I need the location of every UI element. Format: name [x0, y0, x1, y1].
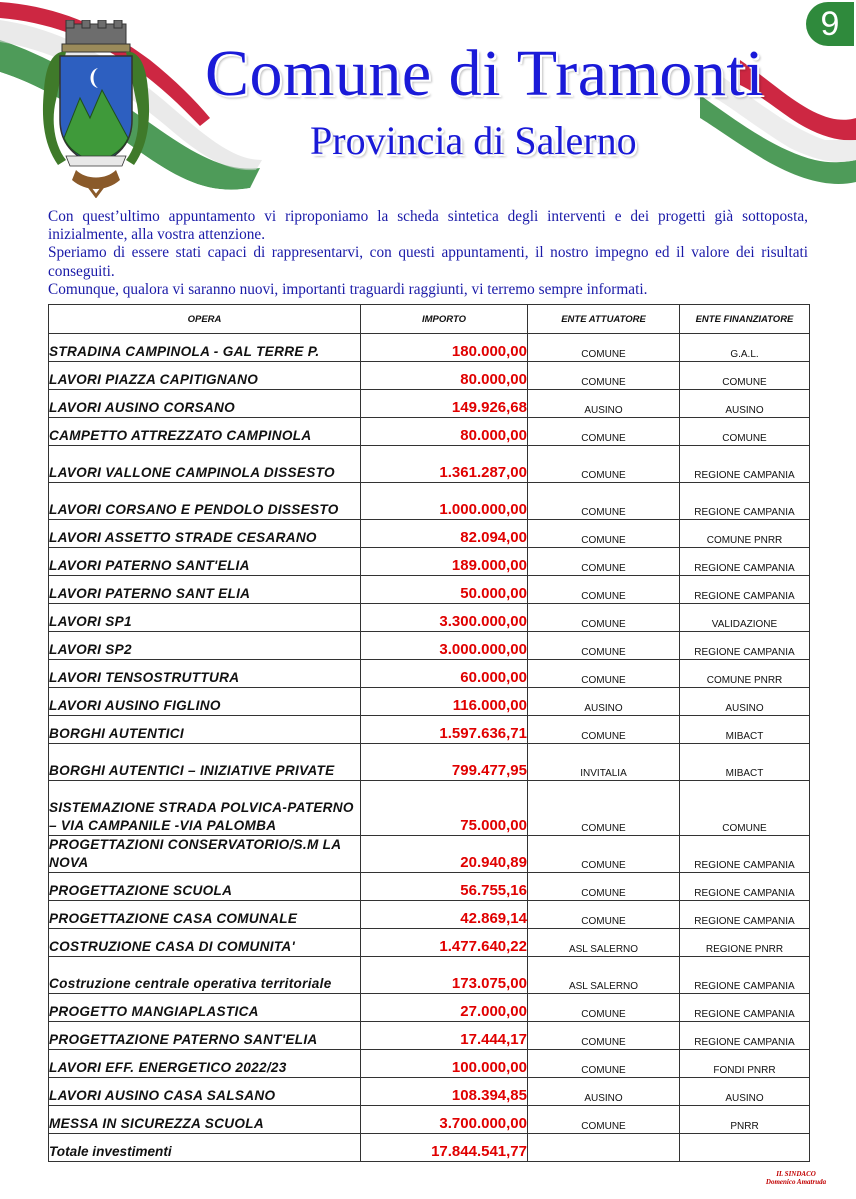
table-row	[49, 957, 810, 994]
table-row	[49, 688, 810, 716]
opera-cell: BORGHI AUTENTICI – INIZIATIVE PRIVATE	[49, 744, 361, 781]
table-row	[49, 781, 810, 836]
opera-cell: LAVORI AUSINO CORSANO	[49, 390, 361, 418]
page-title: Comune di Tramonti	[205, 37, 765, 110]
table-row	[49, 744, 810, 781]
ente-attuatore-cell: COMUNE	[528, 660, 680, 688]
ente-finanziatore-cell: FONDI PNRR	[680, 1050, 810, 1078]
importo-cell: 42.869,14	[361, 901, 528, 929]
ente-attuatore-cell: ASL SALERNO	[528, 929, 680, 957]
ente-finanziatore-cell: COMUNE	[680, 781, 810, 836]
ente-finanziatore-cell: REGIONE CAMPANIA	[680, 957, 810, 994]
ente-finanziatore-cell: COMUNE	[680, 362, 810, 390]
table-row	[49, 362, 810, 390]
ente-finanziatore-cell: AUSINO	[680, 390, 810, 418]
ente-finanziatore-cell: REGIONE CAMPANIA	[680, 994, 810, 1022]
ente-attuatore-cell: AUSINO	[528, 1078, 680, 1106]
table-row	[49, 836, 810, 873]
column-header-ente-attuatore: ENTE ATTUATORE	[528, 305, 680, 334]
opera-cell: LAVORI AUSINO CASA SALSANO	[49, 1078, 361, 1106]
opera-cell: LAVORI PATERNO SANT ELIA	[49, 576, 361, 604]
opera-cell: PROGETTO MANGIAPLASTICA	[49, 994, 361, 1022]
intro-paragraph: Con quest’ultimo appuntamento vi riproponiamo la scheda sintetica degli interventi e dei progetti già sottoposta, inizialmente, alla vostra attenzione.	[48, 208, 808, 244]
table-row	[49, 576, 810, 604]
opera-cell: LAVORI AUSINO FIGLINO	[49, 688, 361, 716]
table-row	[49, 418, 810, 446]
opera-cell: LAVORI PATERNO SANT'ELIA	[49, 548, 361, 576]
importo-cell: 60.000,00	[361, 660, 528, 688]
ente-attuatore-cell: AUSINO	[528, 390, 680, 418]
table-row	[49, 334, 810, 362]
opera-cell: LAVORI VALLONE CAMPINOLA DISSESTO	[49, 446, 361, 483]
importo-cell: 1.477.640,22	[361, 929, 528, 957]
ente-attuatore-cell: COMUNE	[528, 836, 680, 873]
ente-finanziatore-cell: REGIONE CAMPANIA	[680, 836, 810, 873]
opera-cell: LAVORI CORSANO E PENDOLO DISSESTO	[49, 483, 361, 520]
ente-finanziatore-cell: VALIDAZIONE	[680, 604, 810, 632]
table-row	[49, 483, 810, 520]
column-header-ente-finanziatore: ENTE FINANZIATORE	[680, 305, 810, 334]
ente-finanziatore-cell: REGIONE CAMPANIA	[680, 576, 810, 604]
ente-finanziatore-cell: REGIONE CAMPANIA	[680, 483, 810, 520]
table-row	[49, 446, 810, 483]
ente-finanziatore-cell: REGIONE CAMPANIA	[680, 873, 810, 901]
opera-cell: LAVORI SP2	[49, 632, 361, 660]
ente-finanziatore-cell: PNRR	[680, 1106, 810, 1134]
intro-text	[48, 208, 808, 299]
total-label: Totale investimenti	[49, 1134, 361, 1162]
ente-attuatore-cell: COMUNE	[528, 901, 680, 929]
signature-name: Domenico Amatruda	[765, 1178, 827, 1186]
ente-finanziatore-cell: COMUNE PNRR	[680, 520, 810, 548]
importo-cell: 189.000,00	[361, 548, 528, 576]
importo-cell: 56.755,16	[361, 873, 528, 901]
opera-cell: MESSA IN SICUREZZA SCUOLA	[49, 1106, 361, 1134]
opera-cell: LAVORI SP1	[49, 604, 361, 632]
table-row	[49, 520, 810, 548]
page-subtitle: Provincia di Salerno	[310, 118, 637, 163]
ente-attuatore-cell: AUSINO	[528, 688, 680, 716]
ente-finanziatore-cell: REGIONE CAMPANIA	[680, 446, 810, 483]
importo-cell: 80.000,00	[361, 362, 528, 390]
ente-attuatore-cell: COMUNE	[528, 1022, 680, 1050]
importo-cell: 3.700.000,00	[361, 1106, 528, 1134]
opera-cell: BORGHI AUTENTICI	[49, 716, 361, 744]
ente-attuatore-cell: COMUNE	[528, 362, 680, 390]
importo-cell: 75.000,00	[361, 781, 528, 836]
mayor-signature	[756, 1170, 836, 1186]
opera-cell: LAVORI PIAZZA CAPITIGNANO	[49, 362, 361, 390]
total-row	[49, 1134, 810, 1162]
importo-cell: 50.000,00	[361, 576, 528, 604]
ente-attuatore-cell: COMUNE	[528, 483, 680, 520]
table-row	[49, 632, 810, 660]
ente-finanziatore-cell: REGIONE CAMPANIA	[680, 1022, 810, 1050]
ente-attuatore-cell: INVITALIA	[528, 744, 680, 781]
importo-cell: 108.394,85	[361, 1078, 528, 1106]
ente-finanziatore-cell: G.A.L.	[680, 334, 810, 362]
ente-finanziatore-cell: AUSINO	[680, 688, 810, 716]
table-header-row	[49, 305, 810, 334]
ente-attuatore-cell: COMUNE	[528, 781, 680, 836]
ente-finanziatore-cell: REGIONE CAMPANIA	[680, 901, 810, 929]
opera-cell: PROGETTAZIONE PATERNO SANT'ELIA	[49, 1022, 361, 1050]
table-row	[49, 660, 810, 688]
ente-attuatore-cell: COMUNE	[528, 418, 680, 446]
ente-attuatore-cell: COMUNE	[528, 604, 680, 632]
intro-paragraph: Comunque, qualora vi saranno nuovi, importanti traguardi raggiunti, vi terremo sempre informati.	[48, 280, 648, 298]
opera-cell: STRADINA CAMPINOLA - GAL TERRE P.	[49, 334, 361, 362]
total-empty-cell	[528, 1134, 680, 1162]
importo-cell: 17.444,17	[361, 1022, 528, 1050]
ente-attuatore-cell: COMUNE	[528, 1050, 680, 1078]
total-value: 17.844.541,77	[361, 1134, 528, 1162]
importo-cell: 1.000.000,00	[361, 483, 528, 520]
importo-cell: 180.000,00	[361, 334, 528, 362]
ente-attuatore-cell: COMUNE	[528, 994, 680, 1022]
table-row	[49, 901, 810, 929]
importo-cell: 173.075,00	[361, 957, 528, 994]
ente-attuatore-cell: COMUNE	[528, 334, 680, 362]
ente-attuatore-cell: COMUNE	[528, 873, 680, 901]
importo-cell: 82.094,00	[361, 520, 528, 548]
table-row	[49, 873, 810, 901]
table-row	[49, 994, 810, 1022]
table-row	[49, 1022, 810, 1050]
table-row	[49, 1106, 810, 1134]
table-row	[49, 1050, 810, 1078]
importo-cell: 20.940,89	[361, 836, 528, 873]
opera-cell: PROGETTAZIONE SCUOLA	[49, 873, 361, 901]
opera-cell: LAVORI ASSETTO STRADE CESARANO	[49, 520, 361, 548]
opera-cell: LAVORI EFF. ENERGETICO 2022/23	[49, 1050, 361, 1078]
opera-cell: PROGETTAZIONI CONSERVATORIO/S.M LA NOVA	[49, 836, 361, 873]
ente-attuatore-cell: COMUNE	[528, 1106, 680, 1134]
opera-cell: COSTRUZIONE CASA DI COMUNITA'	[49, 929, 361, 957]
table-body	[49, 334, 810, 1134]
importo-cell: 149.926,68	[361, 390, 528, 418]
table-row	[49, 548, 810, 576]
table-row	[49, 604, 810, 632]
opera-cell: SISTEMAZIONE STRADA POLVICA-PATERNO – VIA CAMPANILE -VIA PALOMBA	[49, 781, 361, 836]
importo-cell: 1.597.636,71	[361, 716, 528, 744]
column-header-opera: OPERA	[49, 305, 361, 334]
signature-role: IL SINDACO	[776, 1170, 816, 1178]
ente-attuatore-cell: COMUNE	[528, 446, 680, 483]
importo-cell: 3.300.000,00	[361, 604, 528, 632]
ente-attuatore-cell: COMUNE	[528, 632, 680, 660]
table-row	[49, 390, 810, 418]
column-header-importo: IMPORTO	[361, 305, 528, 334]
intro-paragraph: Speriamo di essere stati capaci di rappresentarvi, con questi appuntamenti, il nostro impegno ed il valore dei risultati conseguiti.	[48, 244, 808, 280]
investments-table	[48, 304, 810, 1162]
ente-finanziatore-cell: REGIONE CAMPANIA	[680, 548, 810, 576]
ente-finanziatore-cell: AUSINO	[680, 1078, 810, 1106]
ente-finanziatore-cell: REGIONE PNRR	[680, 929, 810, 957]
ente-attuatore-cell: COMUNE	[528, 548, 680, 576]
ente-finanziatore-cell: MIBACT	[680, 744, 810, 781]
importo-cell: 799.477,95	[361, 744, 528, 781]
ente-finanziatore-cell: MIBACT	[680, 716, 810, 744]
opera-cell: LAVORI TENSOSTRUTTURA	[49, 660, 361, 688]
coat-of-arms-icon	[36, 20, 156, 198]
ente-attuatore-cell: COMUNE	[528, 576, 680, 604]
table-row	[49, 929, 810, 957]
importo-cell: 3.000.000,00	[361, 632, 528, 660]
opera-cell: PROGETTAZIONE CASA COMUNALE	[49, 901, 361, 929]
importo-cell: 80.000,00	[361, 418, 528, 446]
importo-cell: 116.000,00	[361, 688, 528, 716]
importo-cell: 100.000,00	[361, 1050, 528, 1078]
ente-finanziatore-cell: COMUNE PNRR	[680, 660, 810, 688]
opera-cell: CAMPETTO ATTREZZATO CAMPINOLA	[49, 418, 361, 446]
importo-cell: 27.000,00	[361, 994, 528, 1022]
ente-finanziatore-cell: REGIONE CAMPANIA	[680, 632, 810, 660]
table-row	[49, 716, 810, 744]
table-row	[49, 1078, 810, 1106]
ente-attuatore-cell: COMUNE	[528, 520, 680, 548]
page-number-badge: 9	[806, 2, 854, 46]
ente-finanziatore-cell: COMUNE	[680, 418, 810, 446]
ente-attuatore-cell: COMUNE	[528, 716, 680, 744]
total-empty-cell	[680, 1134, 810, 1162]
opera-cell: Costruzione centrale operativa territoriale	[49, 957, 361, 994]
importo-cell: 1.361.287,00	[361, 446, 528, 483]
ente-attuatore-cell: ASL SALERNO	[528, 957, 680, 994]
